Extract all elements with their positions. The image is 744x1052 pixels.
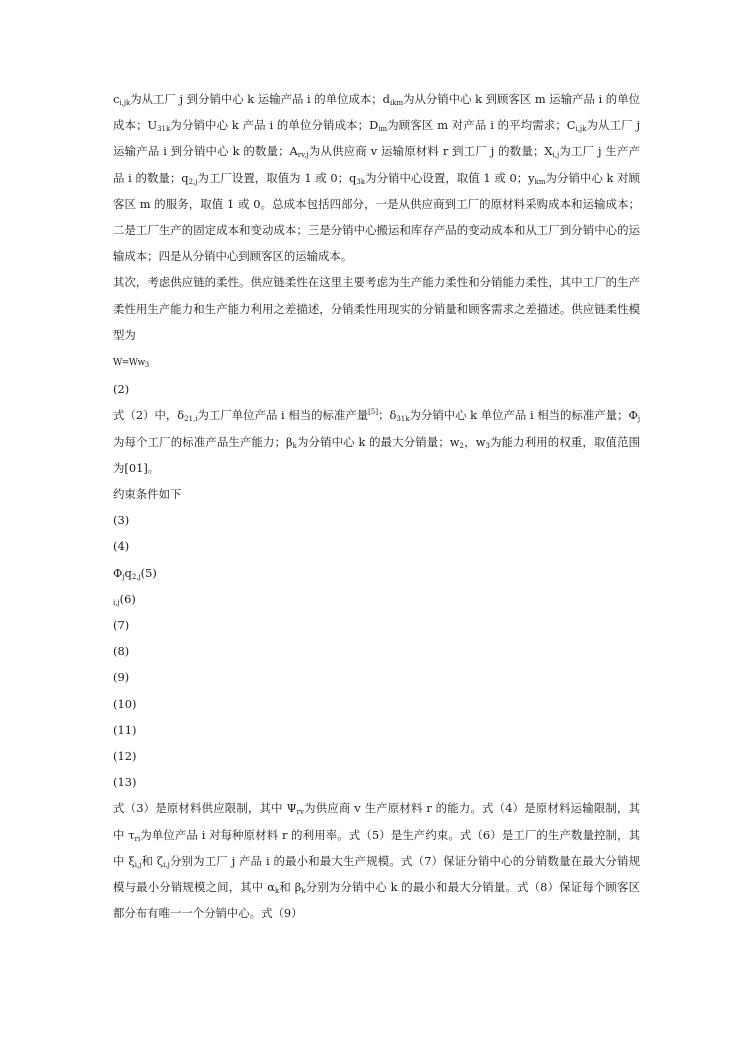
text-run: 为分销中心 k 的最大分销量；w <box>296 434 460 449</box>
text-run: 为从分销中心 k 到顾客区 m 运输产品 i 的单位成本；U <box>113 92 640 133</box>
text-run: 和 ζ <box>141 853 164 868</box>
subscript: 31k <box>396 415 410 424</box>
equation-number-2: (2) <box>113 382 130 397</box>
text-run: 式（2）中，δ <box>113 408 185 423</box>
eq5-phi: Φ <box>113 565 123 580</box>
subscript: i,j <box>134 860 142 869</box>
text-run: 为单位产品 i 对每种原材料 r 的利用率。式（5）是生产约束。式（6）是工厂的生产数量控制，其中 ξ <box>113 827 640 868</box>
subscript: k <box>292 441 297 450</box>
text-run: c <box>113 92 120 106</box>
eq6-sub: i,j <box>113 598 120 607</box>
equation-number-12: (12) <box>113 749 137 764</box>
subscript: i,jk <box>575 125 587 134</box>
equation-number-3: (3) <box>113 513 130 528</box>
subscript: ri <box>134 834 141 843</box>
text-run: ，w <box>464 434 486 449</box>
equation-6 <box>113 586 640 612</box>
formula-w-sub: 3 <box>144 361 149 370</box>
equation-number-11: (11) <box>113 722 137 737</box>
equation-number-13: (13) <box>113 775 137 790</box>
text-run: 为工厂 j 生产产品 i 的数量；q <box>113 144 640 185</box>
subscript: ikm <box>389 99 404 107</box>
text-run: 和 β <box>279 880 302 895</box>
formula-w-main: W=Ww <box>113 358 145 369</box>
text-run: 为分销中心设置，取值 1 或 0；y <box>365 170 535 185</box>
equation-number-9: (9) <box>113 670 130 685</box>
text-run: 为供应商 v 生产原材料 r 的能力。式（4）是原材料运输限制，其中 τ <box>113 801 640 842</box>
subscript: k <box>301 887 306 896</box>
text-run: 为分销中心 k 对顾客区 m 的服务，取值 1 或 0。总成本包括四部分，一是从供应商到工厂的原材料采购成本和运输成本；二是工厂生产的固定成本和变动成本；三是分销中心搬运和库存产品的变动成本和从工厂到分销中心的运输成本；四是从分销中心到顾客区的运输成本。 <box>113 170 640 264</box>
subscript: km <box>534 177 546 186</box>
citation-superscript: [5] <box>368 408 379 417</box>
text-run: 为分销中心 k 单位产品 i 相当的标准产量；Φ <box>409 408 638 423</box>
equation-5 <box>113 560 640 586</box>
paragraph-constraint-notes <box>113 795 640 926</box>
equation-number-10: (10) <box>113 696 137 711</box>
text-run: 其次，考虑供应链的柔性。供应链柔性在这里主要考虑为生产能力柔性和分销能力柔性，其中工厂的生产柔性用生产能力和生产能力利用之差描述，分销柔性用现实的分销量和顾客需求之差描述。供应链柔性模型为 <box>113 275 640 342</box>
subscript: rv,j <box>297 151 309 160</box>
eq6-number: (6) <box>119 591 136 606</box>
equation-number-7: (7) <box>113 618 130 633</box>
text-run: ；δ <box>378 408 397 423</box>
subscript: 21,i <box>184 415 198 424</box>
subscript: i,jk <box>119 99 131 107</box>
eq5-number: (5) <box>140 565 157 580</box>
paragraph-cost-definitions <box>113 86 640 269</box>
text-run: 为每个工厂的标准产品生产能力；β <box>113 434 293 449</box>
subscript: i,j <box>552 151 560 160</box>
subscript: 3k <box>356 177 366 186</box>
eq5-phi-sub: j <box>122 572 125 581</box>
text-run: 为分销中心 k 产品 i 的单位分销成本；D <box>170 118 379 133</box>
text-run: 分别为工厂 j 产品 i 的最小和最大生产规模。式（7）保证分销中心的分销数量在最大分销规模与最小分销规模之间，其中 α <box>113 853 640 895</box>
text-run: 为工厂设置，取值为 1 或 0；q <box>197 170 357 185</box>
formula-w <box>113 348 640 376</box>
text-run: 为从供应商 v 运输原材料 r 到工厂 j 的数量；X <box>308 144 553 159</box>
paragraph-flexibility <box>113 269 640 348</box>
eq5-q-sub: 2,j <box>131 572 141 581</box>
paragraph-equation-2-notes <box>113 402 640 481</box>
text-run: 式（3）是原材料供应限制，其中 Ψ <box>113 801 297 816</box>
subscript: im <box>378 125 388 134</box>
text-run: 分别为分销中心 k 的最小和最大分销量。式（8）保证每个顾客区都分布有唯一一个分销中心。式（9） <box>113 880 640 921</box>
subscript: j <box>637 415 640 424</box>
text-run: 为顾客区 m 对产品 i 的平均需求；C <box>387 118 576 133</box>
subscript: rv <box>296 808 304 817</box>
equation-number-8: (8) <box>113 644 130 659</box>
subscript: k <box>274 887 280 896</box>
text-run: 为能力利用的权重，取值范围为[01]。 <box>113 434 640 475</box>
text-run: 为工厂单位产品 i 相当的标准产量 <box>197 408 369 423</box>
subscript: 31k <box>157 125 171 134</box>
subscript: 2 <box>459 441 465 450</box>
text-run: 为从工厂 j 运输产品 i 到分销中心 k 的数量；A <box>113 118 641 159</box>
constraints-intro: 约束条件如下 <box>113 487 182 502</box>
equation-number-4: (4) <box>113 539 130 554</box>
subscript: 3 <box>485 441 490 450</box>
subscript: 2,j <box>188 177 198 186</box>
subscript: i,j <box>163 860 170 869</box>
eq5-q: q <box>124 565 132 580</box>
text-run: 为从工厂 j 到分销中心 k 运输产品 i 的单位成本；d <box>130 92 390 106</box>
